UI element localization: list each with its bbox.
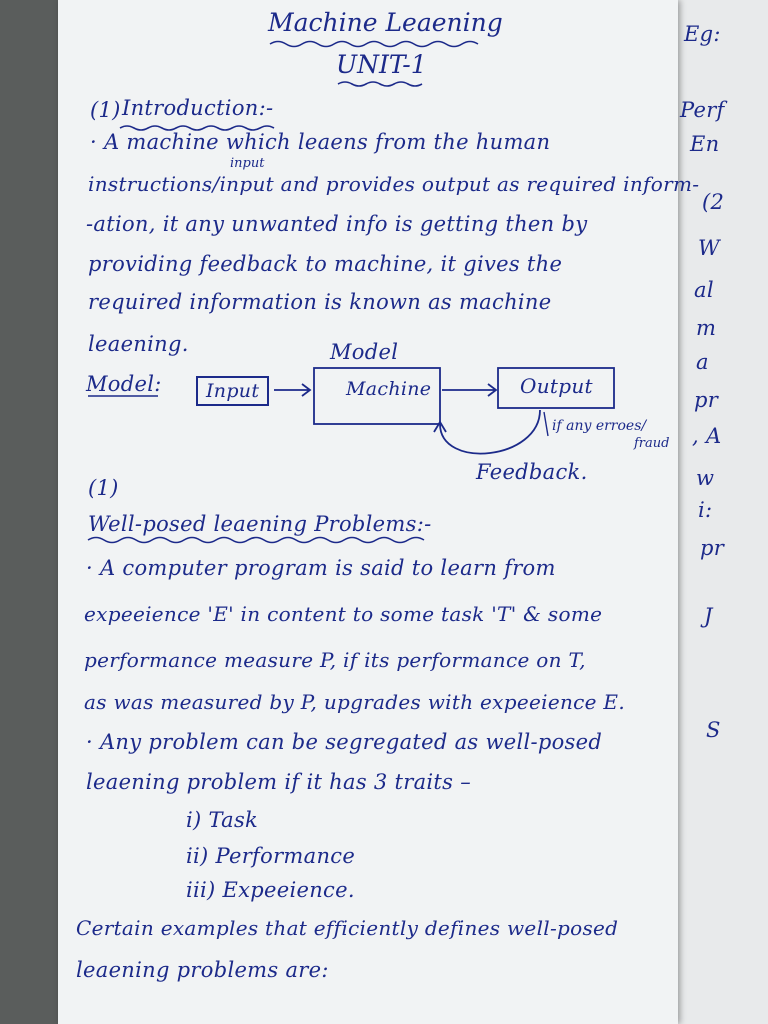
margin-fragment-13: pr <box>700 536 725 560</box>
wellposed-line-2: expeeience 'E' in content to some task 'T' & some <box>84 602 603 626</box>
output-box <box>498 368 614 408</box>
closing-line-1: Certain examples that efficiently defines well-posed <box>76 916 619 940</box>
unit-underline <box>338 82 422 86</box>
model-top-label: Model <box>330 340 399 364</box>
intro-line-2: instructions/input and provides output as required inform- <box>88 172 700 196</box>
intro-line-6: leaening. <box>88 332 189 356</box>
output-arrow <box>442 384 496 396</box>
margin-fragment-7: m <box>696 316 717 340</box>
intro-line-5: required information is known as machine <box>88 290 552 314</box>
wellposed-line-5: · Any problem can be segregated as well-posed <box>86 730 603 754</box>
error-note-line-1: if any erroes/ <box>552 418 647 434</box>
margin-fragment-12: i: <box>698 498 713 522</box>
wellposed-line-4: as was measured by P, upgrades with expeeience E. <box>84 690 625 714</box>
margin-fragment-8: a <box>696 350 709 374</box>
trait-1: i) Task <box>186 808 259 832</box>
margin-fragment-2: Perf <box>680 98 725 122</box>
margin-fragment-9: pr <box>694 388 719 412</box>
trait-2: ii) Performance <box>186 844 356 868</box>
intro-line-3: -ation, it any unwanted info is getting then by <box>86 212 588 236</box>
margin-fragment-6: al <box>694 278 714 302</box>
wellposed-line-6: leaening problem if it has 3 traits – <box>86 770 472 794</box>
model-label: Model: <box>86 372 162 396</box>
wellposed-line-3: performance measure P, if its performance on T, <box>84 648 586 672</box>
margin-fragment-3: En <box>690 132 720 156</box>
intro-heading: Introduction:- <box>122 96 274 120</box>
feedback-arrow <box>434 410 540 454</box>
margin-fragment-10: , A <box>692 424 722 448</box>
margin-fragment-5: W <box>698 236 720 260</box>
error-note-line-2: fraud <box>634 436 670 451</box>
closing-line-2: leaening problems are: <box>76 958 329 982</box>
page-title: Machine Leaening <box>268 8 503 37</box>
feedback-label: Feedback. <box>476 460 588 484</box>
margin-fragment-11: w <box>696 466 715 490</box>
machine-box <box>314 368 440 424</box>
margin-fragment-14: J <box>704 604 713 628</box>
output-box-label: Output <box>520 374 593 398</box>
input-arrow <box>274 384 310 396</box>
wellposed-number: (1) <box>88 476 119 500</box>
error-tick <box>544 412 548 436</box>
unit-label: UNIT-1 <box>336 50 427 79</box>
wellposed-underline <box>88 538 424 543</box>
margin-fragment-4: (2 <box>702 190 725 214</box>
intro-line-1: · A machine which leaens from the human <box>90 130 551 154</box>
wellposed-heading: Well-posed leaening Problems:- <box>88 512 432 536</box>
wellposed-line-1: · A computer program is said to learn from <box>86 556 556 580</box>
trait-3: iii) Expeeience. <box>186 878 355 902</box>
intro-inserted-word: input <box>230 156 265 171</box>
intro-line-4: providing feedback to machine, it gives the <box>88 252 563 276</box>
margin-fragment-1: Eg: <box>684 22 721 46</box>
intro-number: (1) <box>90 98 121 122</box>
machine-box-label: Machine <box>346 378 432 400</box>
input-box: Input <box>196 376 269 406</box>
margin-fragment-15: S <box>706 718 721 742</box>
intro-underline <box>120 126 274 130</box>
title-underline <box>270 42 478 47</box>
